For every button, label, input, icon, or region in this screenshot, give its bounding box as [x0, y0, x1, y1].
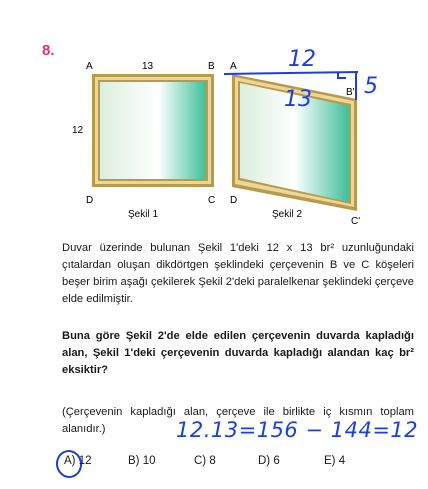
figure1-label-b: B — [208, 61, 215, 72]
figure1-label-a: A — [86, 61, 93, 72]
choice-b[interactable]: B) 10 — [128, 455, 156, 467]
figure1-label-c: C — [208, 195, 216, 206]
figures — [0, 0, 428, 240]
choice-d[interactable]: D) 6 — [258, 455, 280, 467]
figure1-frame — [92, 74, 214, 187]
hand-slant-note: 13 — [284, 87, 312, 112]
question-note: (Çerçevenin kapladığı alan, çerçeve ile birlikte iç kısmın toplam alanıdır.) — [62, 406, 414, 435]
figure1-caption: Şekil 1 — [128, 209, 159, 220]
hand-calculation: 12.13=156 − 144=12 — [176, 418, 419, 442]
figure1-top-length: 13 — [142, 61, 154, 72]
figure2-label-a: A — [230, 61, 237, 72]
figure2-label-b: B' — [346, 87, 355, 98]
hand-side-note: 5 — [364, 74, 378, 99]
figure2-label-d: D — [230, 195, 238, 206]
choice-a[interactable]: A) 12 — [64, 455, 92, 467]
question-number: 8. — [42, 42, 55, 59]
figure2-label-c: C' — [351, 216, 361, 227]
answer-choices — [62, 455, 402, 475]
figure1-side-length: 12 — [72, 125, 84, 136]
hand-top-note: 12 — [288, 47, 316, 72]
figure2-caption: Şekil 2 — [272, 209, 303, 220]
choice-e[interactable]: E) 4 — [324, 455, 346, 467]
question-text-1: Duvar üzerinde bulunan Şekil 1'deki 12 x 13 br² uzunluğundaki çıtalardan oluşan dikdörtgen şeklindeki çerçevenin B ve C köşeleri beşer birim aşağı çekilerek Şekil 2'deki paralelkenar şeklindeki çerçeve elde edilmiştir. — [62, 242, 414, 305]
choice-c[interactable]: C) 8 — [194, 455, 216, 467]
figure1-label-d: D — [86, 195, 94, 206]
question-prompt: Buna göre Şekil 2'de elde edilen çerçevenin duvarda kapladığı alan, Şekil 1'deki çerçevenin duvarda kapladığı alandan kaç br² eksiktir? — [62, 330, 414, 376]
